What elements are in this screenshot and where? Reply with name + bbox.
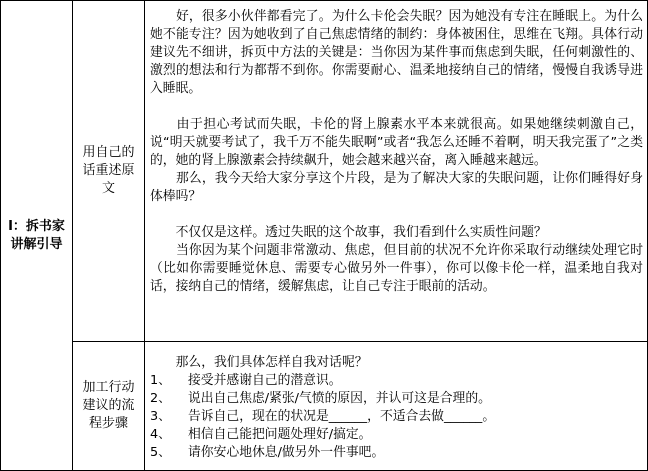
step-text: 告诉自己，现在的状况是______，不适合去做______。 xyxy=(188,409,496,424)
list-item xyxy=(150,426,643,444)
paragraph-self-dialogue-advice: 当你因为某个问题非常激动、焦虑，但目前的状况不允许你采取行动继续处理它时（比如你需要睡觉休息、需要专心做另外一件事），你可以像卡伦一样，温柔地自我对话，接纳自己的情绪，缓解焦虑，让自己专注于眼前的活动。 xyxy=(150,243,643,294)
step-text: 相信自己能把问题处理好/搞定。 xyxy=(188,427,372,442)
section-label-cell xyxy=(1,1,72,470)
list-item xyxy=(150,372,643,390)
step-text: 接受并感谢自己的潜意识。 xyxy=(188,373,342,388)
list-item xyxy=(150,444,643,462)
paragraph-purpose-question: 那么，我今天给大家分享这个片段，是为了解决大家的失眠问题，让你们睡得好身体棒吗？ xyxy=(150,171,643,204)
row-label-cell-restate xyxy=(73,1,144,341)
step-text: 说出自己焦虑/紧张/气愤的原因，并认可这是合理的。 xyxy=(188,391,491,406)
list-item xyxy=(150,390,643,408)
paragraph-insomnia-reason: 好，很多小伙伴都看完了。为什么卡伦会失眠？因为她没有专注在睡眠上。为什么她不能专注？因为她收到了自己焦虑情绪的制约：身体被困住，思维在飞翔。具体行动建议先不细讲，拆页中方法的关键是：当你因为某件事而焦虑到失眠，任何刺激性的、激烈的想法和行为都帮不到你。你需要耐心、温柔地接纳自己的情绪，慢慢自我诱导进入睡眠。 xyxy=(150,9,643,96)
steps-content-cell xyxy=(145,344,647,470)
row-divider xyxy=(72,341,648,342)
row-label-steps: 加工行动建议的流程步骤 xyxy=(82,380,135,431)
blank-line xyxy=(150,206,643,224)
row-label-cell-steps xyxy=(73,342,144,470)
restate-content-cell xyxy=(145,4,647,340)
step-number: 5、 xyxy=(150,445,171,460)
step-text: 请你安心地休息/做另外一件事吧。 xyxy=(188,445,385,460)
step-number: 2、 xyxy=(150,391,171,406)
step-number: 3、 xyxy=(150,409,171,424)
row-label-restate: 用自己的话重述原文 xyxy=(82,145,135,196)
step-number: 4、 xyxy=(150,427,171,442)
section-label: I：拆书家讲解引导 xyxy=(8,218,65,252)
steps-intro: 那么，我们具体怎样自我对话呢？ xyxy=(150,355,368,370)
paragraph-adrenaline: 由于担心考试而失眠，卡伦的肾上腺素水平本来就很高。如果她继续刺激自己，说“明天就要考试了，我千万不能失眠啊”或者“我怎么还睡不着啊，明天我完蛋了”之类的，她的肾上腺激素会持续飙升，她会越来越兴奋，离入睡越来越远。 xyxy=(150,117,643,168)
step-number: 1、 xyxy=(150,373,171,388)
paragraph-essence-question: 不仅仅是这样。透过失眠的这个故事，我们看到什么实质性问题？ xyxy=(150,225,547,240)
list-item xyxy=(150,408,643,426)
blank-line xyxy=(150,98,643,116)
